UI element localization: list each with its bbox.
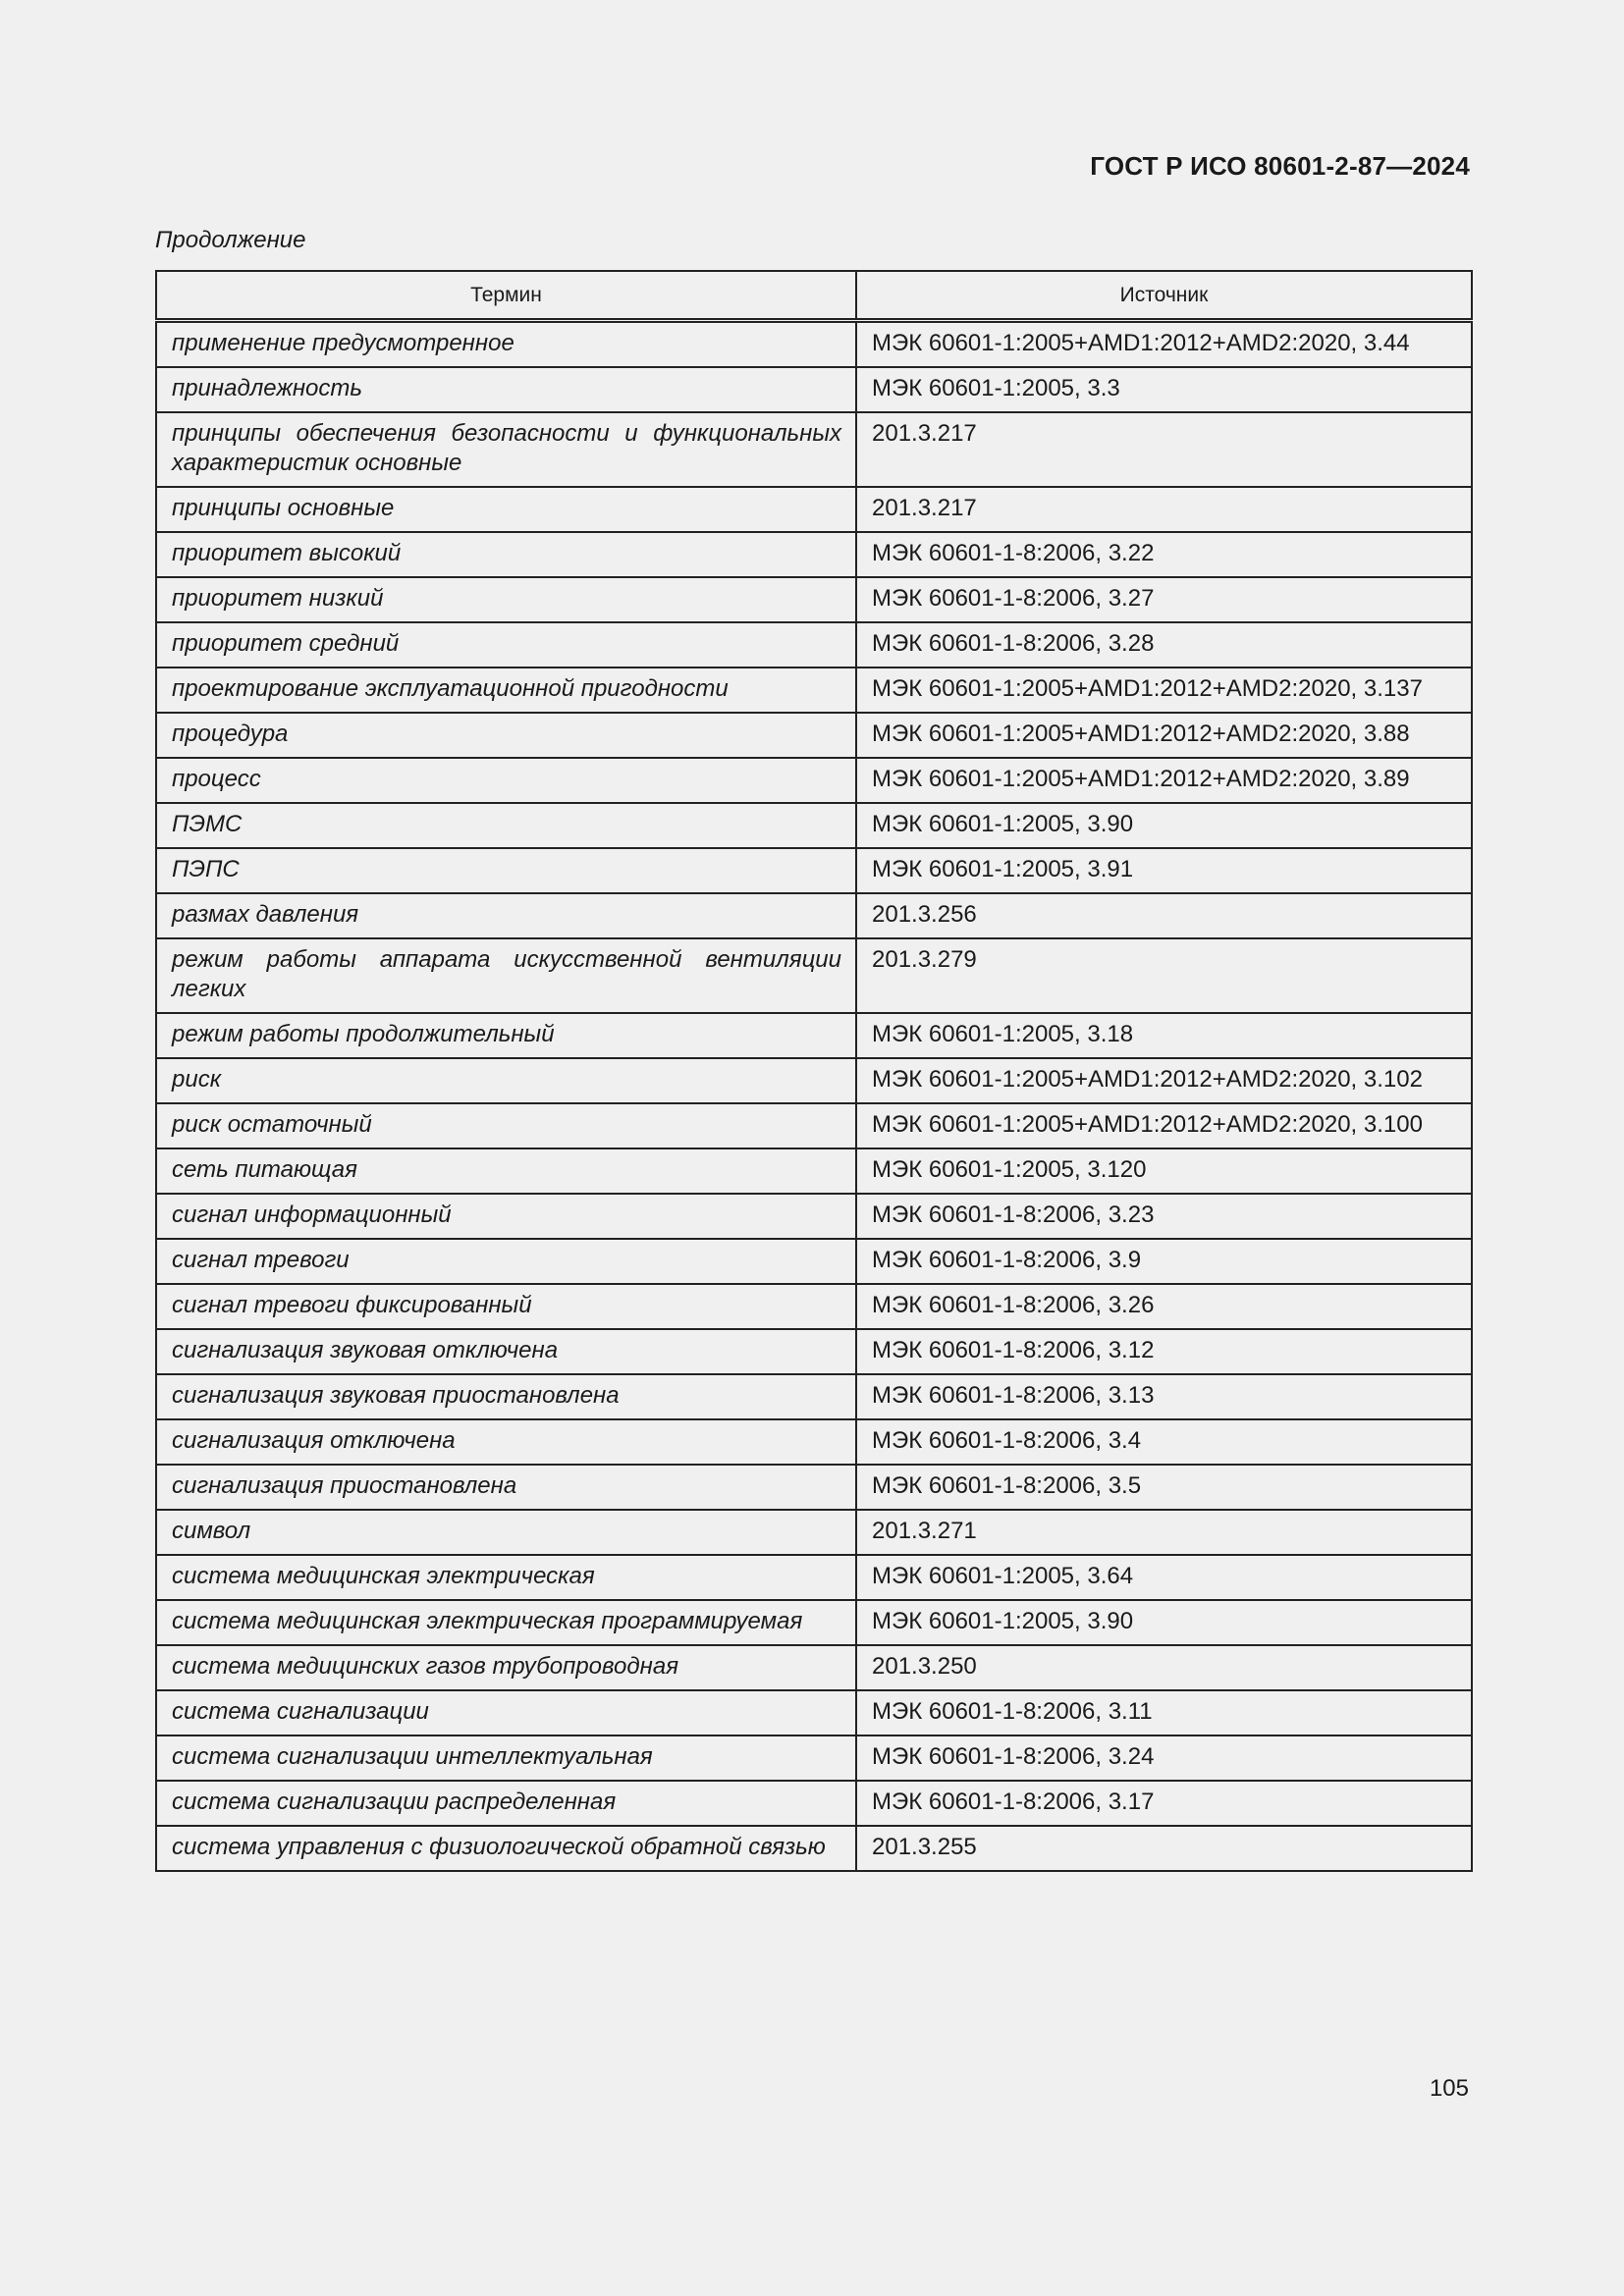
table-row (156, 803, 1472, 848)
terms-table (155, 270, 1473, 1872)
source-cell: МЭК 60601-1-8:2006, 3.5 (856, 1465, 1472, 1510)
term-cell: приоритет низкий (156, 577, 856, 622)
source-cell: МЭК 60601-1-8:2006, 3.27 (856, 577, 1472, 622)
table-row (156, 1284, 1472, 1329)
table-row (156, 1555, 1472, 1600)
term-cell: сигнализация отключена (156, 1419, 856, 1465)
term-cell: система медицинская электрическая (156, 1555, 856, 1600)
term-cell: принципы обеспечения безопасности и функциональных характеристик основные (156, 412, 856, 487)
table-row (156, 412, 1472, 487)
term-cell: сигнал тревоги (156, 1239, 856, 1284)
source-cell: МЭК 60601-1:2005+AMD1:2012+AMD2:2020, 3.102 (856, 1058, 1472, 1103)
source-cell: МЭК 60601-1-8:2006, 3.28 (856, 622, 1472, 667)
table-row (156, 1329, 1472, 1374)
term-cell: сигнализация звуковая отключена (156, 1329, 856, 1374)
term-cell: система медицинских газов трубопроводная (156, 1645, 856, 1690)
table-row (156, 1239, 1472, 1284)
table-row (156, 848, 1472, 893)
table-row (156, 1781, 1472, 1826)
table-row (156, 1600, 1472, 1645)
source-cell: МЭК 60601-1:2005+AMD1:2012+AMD2:2020, 3.100 (856, 1103, 1472, 1148)
column-header-source: Источник (856, 271, 1472, 321)
source-cell: МЭК 60601-1-8:2006, 3.17 (856, 1781, 1472, 1826)
document-code: ГОСТ Р ИСО 80601-2-87—2024 (1090, 151, 1470, 181)
continuation-label: Продолжение (155, 227, 306, 253)
page-number: 105 (1429, 2075, 1469, 2102)
table-row (156, 758, 1472, 803)
source-cell: МЭК 60601-1-8:2006, 3.24 (856, 1735, 1472, 1781)
term-cell: система медицинская электрическая программируемая (156, 1600, 856, 1645)
term-cell: сигнализация приостановлена (156, 1465, 856, 1510)
term-cell: процедура (156, 713, 856, 758)
source-cell: МЭК 60601-1:2005+AMD1:2012+AMD2:2020, 3.44 (856, 321, 1472, 368)
column-header-term: Термин (156, 271, 856, 321)
table-row (156, 1194, 1472, 1239)
source-cell: 201.3.279 (856, 938, 1472, 1013)
table-row (156, 1148, 1472, 1194)
table-row (156, 1374, 1472, 1419)
term-cell: ПЭПС (156, 848, 856, 893)
source-cell: МЭК 60601-1:2005+AMD1:2012+AMD2:2020, 3.89 (856, 758, 1472, 803)
table-row (156, 532, 1472, 577)
table-row (156, 577, 1472, 622)
table-header-row (156, 271, 1472, 321)
source-cell: МЭК 60601-1-8:2006, 3.9 (856, 1239, 1472, 1284)
term-cell: сигнализация звуковая приостановлена (156, 1374, 856, 1419)
table-row (156, 1510, 1472, 1555)
source-cell: 201.3.250 (856, 1645, 1472, 1690)
source-cell: МЭК 60601-1:2005, 3.90 (856, 1600, 1472, 1645)
table-row (156, 1826, 1472, 1871)
source-cell: МЭК 60601-1:2005, 3.64 (856, 1555, 1472, 1600)
table-row (156, 893, 1472, 938)
term-cell: система управления с физиологической обратной связью (156, 1826, 856, 1871)
table-row (156, 1465, 1472, 1510)
term-cell: приоритет высокий (156, 532, 856, 577)
table-row (156, 1735, 1472, 1781)
term-cell: сеть питающая (156, 1148, 856, 1194)
source-cell: МЭК 60601-1:2005, 3.90 (856, 803, 1472, 848)
table-row (156, 1645, 1472, 1690)
table-row (156, 1419, 1472, 1465)
term-cell: система сигнализации интеллектуальная (156, 1735, 856, 1781)
terms-table-body (156, 321, 1472, 1872)
term-cell: система сигнализации распределенная (156, 1781, 856, 1826)
source-cell: 201.3.217 (856, 487, 1472, 532)
table-row (156, 1013, 1472, 1058)
table-row (156, 1103, 1472, 1148)
term-cell: режим работы продолжительный (156, 1013, 856, 1058)
term-cell: ПЭМС (156, 803, 856, 848)
source-cell: МЭК 60601-1-8:2006, 3.12 (856, 1329, 1472, 1374)
source-cell: МЭК 60601-1:2005+AMD1:2012+AMD2:2020, 3.88 (856, 713, 1472, 758)
source-cell: 201.3.256 (856, 893, 1472, 938)
source-cell: 201.3.217 (856, 412, 1472, 487)
term-cell: режим работы аппарата искусственной вентиляции легких (156, 938, 856, 1013)
source-cell: МЭК 60601-1:2005+AMD1:2012+AMD2:2020, 3.137 (856, 667, 1472, 713)
term-cell: сигнал информационный (156, 1194, 856, 1239)
term-cell: применение предусмотренное (156, 321, 856, 368)
source-cell: МЭК 60601-1:2005, 3.3 (856, 367, 1472, 412)
table-row (156, 713, 1472, 758)
source-cell: МЭК 60601-1-8:2006, 3.11 (856, 1690, 1472, 1735)
term-cell: символ (156, 1510, 856, 1555)
source-cell: МЭК 60601-1-8:2006, 3.22 (856, 532, 1472, 577)
table-row (156, 487, 1472, 532)
table-row (156, 667, 1472, 713)
source-cell: МЭК 60601-1-8:2006, 3.4 (856, 1419, 1472, 1465)
source-cell: МЭК 60601-1:2005, 3.91 (856, 848, 1472, 893)
table-row (156, 622, 1472, 667)
term-cell: сигнал тревоги фиксированный (156, 1284, 856, 1329)
table-row (156, 938, 1472, 1013)
term-cell: принадлежность (156, 367, 856, 412)
table-row (156, 1058, 1472, 1103)
term-cell: проектирование эксплуатационной пригодности (156, 667, 856, 713)
table-row (156, 367, 1472, 412)
source-cell: МЭК 60601-1:2005, 3.18 (856, 1013, 1472, 1058)
table-row (156, 1690, 1472, 1735)
term-cell: риск (156, 1058, 856, 1103)
table-row (156, 321, 1472, 368)
source-cell: МЭК 60601-1-8:2006, 3.13 (856, 1374, 1472, 1419)
term-cell: процесс (156, 758, 856, 803)
source-cell: МЭК 60601-1-8:2006, 3.23 (856, 1194, 1472, 1239)
source-cell: МЭК 60601-1:2005, 3.120 (856, 1148, 1472, 1194)
source-cell: 201.3.271 (856, 1510, 1472, 1555)
term-cell: система сигнализации (156, 1690, 856, 1735)
term-cell: приоритет средний (156, 622, 856, 667)
term-cell: принципы основные (156, 487, 856, 532)
term-cell: размах давления (156, 893, 856, 938)
source-cell: МЭК 60601-1-8:2006, 3.26 (856, 1284, 1472, 1329)
term-cell: риск остаточный (156, 1103, 856, 1148)
source-cell: 201.3.255 (856, 1826, 1472, 1871)
